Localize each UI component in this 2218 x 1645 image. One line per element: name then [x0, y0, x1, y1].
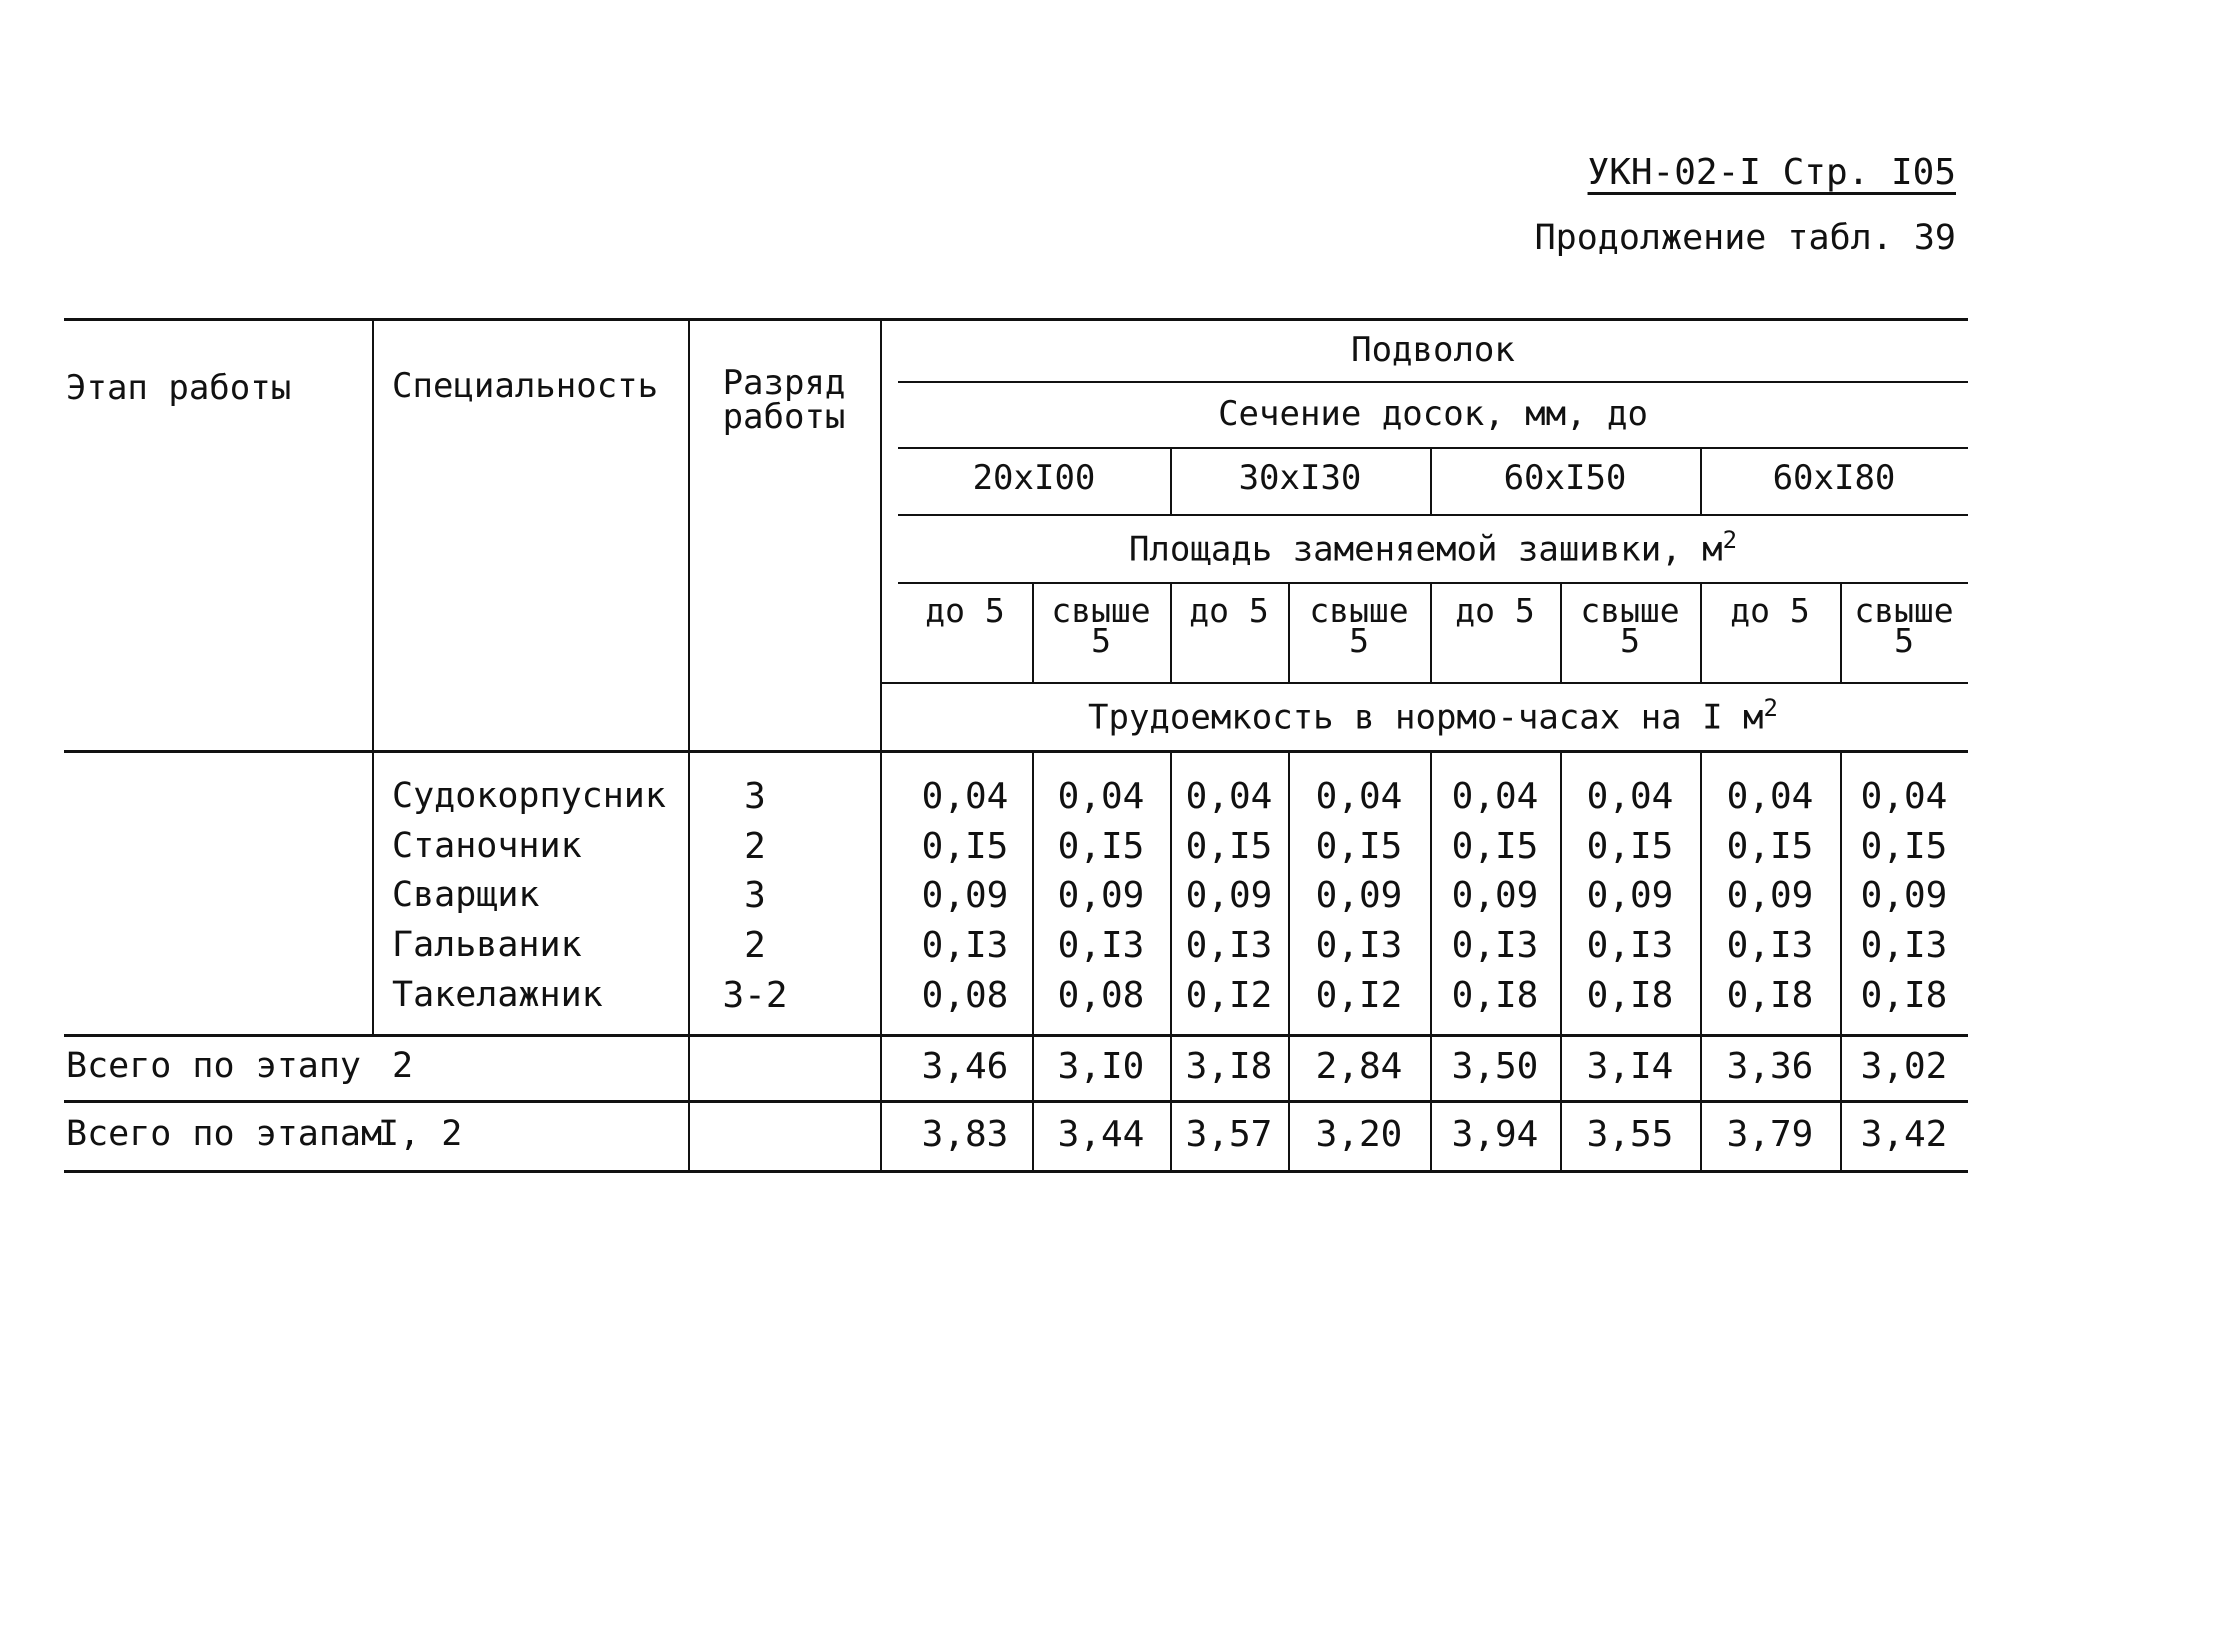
value-cell: 0,I5	[1057, 826, 1145, 867]
specialty-cell: Станочник	[392, 826, 582, 866]
grade-cell: 2	[744, 826, 766, 867]
total-value-cell: 3,02	[1860, 1046, 1948, 1087]
totals-label: Всего по этапу	[66, 1046, 362, 1086]
total-value-cell: 3,44	[1057, 1114, 1145, 1155]
sub-column-header	[1560, 591, 1700, 660]
total-value-cell: 3,57	[1185, 1114, 1273, 1155]
value-cell: 0,I5	[921, 826, 1009, 867]
total-value-cell: 3,94	[1451, 1114, 1539, 1155]
value-cell: 0,I2	[1185, 975, 1273, 1016]
sub-col-line1: свыше	[1580, 591, 1680, 630]
section-size: 60xI50	[1503, 458, 1627, 498]
column-header-grade: Разряд работы	[722, 363, 846, 437]
section-header-board-cross-section: Сечение досок, мм, до	[1218, 394, 1648, 434]
value-cell: 0,I8	[1586, 975, 1674, 1016]
sub-col-line2: 5	[1248, 591, 1269, 630]
sub-col-line1: до	[1189, 591, 1229, 630]
total-value-cell: 3,83	[921, 1114, 1009, 1155]
grade-cell: 3	[744, 875, 766, 916]
sub-column-header	[898, 591, 1032, 630]
value-cell: 0,09	[1057, 875, 1145, 916]
section-size: 20xI00	[972, 458, 1096, 498]
sub-col-line2: 5	[1091, 621, 1111, 660]
value-cell: 0,I5	[1451, 826, 1539, 867]
value-cell: 0,08	[921, 975, 1009, 1016]
value-cell: 0,I5	[1315, 826, 1403, 867]
value-cell: 0,04	[1185, 776, 1273, 817]
sub-column-header	[1700, 591, 1840, 630]
column-header-specialty: Специальность	[392, 366, 659, 406]
value-cell: 0,09	[1315, 875, 1403, 916]
value-cell: 0,04	[921, 776, 1009, 817]
value-cell: 0,04	[1057, 776, 1145, 817]
column-header-stage: Этап работы	[66, 368, 292, 408]
grade-cell: 2	[744, 925, 766, 966]
labor-header-text: Трудоемкость в нормо-часах на I м	[1088, 697, 1764, 738]
total-value-cell: 3,I8	[1185, 1046, 1273, 1087]
sub-col-line1: свыше	[1051, 591, 1151, 630]
value-cell: 0,09	[1451, 875, 1539, 916]
value-cell: 0,I5	[1726, 826, 1814, 867]
value-cell: 0,09	[1185, 875, 1273, 916]
value-cell: 0,04	[1315, 776, 1403, 817]
total-value-cell: 2,84	[1315, 1046, 1403, 1087]
sub-col-line2: 5	[984, 591, 1005, 630]
value-cell: 0,09	[921, 875, 1009, 916]
value-cell: 0,I3	[1726, 925, 1814, 966]
labor-header	[898, 694, 1968, 737]
sub-col-line2: 5	[1620, 621, 1640, 660]
value-cell: 0,I5	[1586, 826, 1674, 867]
sub-col-line2: 5	[1894, 621, 1914, 660]
area-header-superscript: 2	[1722, 526, 1738, 554]
sub-col-line1: свыше	[1854, 591, 1954, 630]
total-value-cell: 3,I0	[1057, 1046, 1145, 1087]
value-cell: 0,I3	[1586, 925, 1674, 966]
total-value-cell: 3,46	[921, 1046, 1009, 1087]
value-cell: 0,04	[1726, 776, 1814, 817]
sub-col-line2: 5	[1349, 621, 1369, 660]
section-size: 60xI80	[1772, 458, 1896, 498]
total-value-cell: 3,42	[1860, 1114, 1948, 1155]
total-value-cell: 3,55	[1586, 1114, 1674, 1155]
totals-stage: I, 2	[378, 1114, 463, 1154]
totals-stage: 2	[392, 1046, 414, 1086]
value-cell: 0,I3	[1860, 925, 1948, 966]
area-header	[898, 526, 1968, 569]
sub-col-line1: до	[925, 591, 965, 630]
sub-column-header	[1840, 591, 1968, 660]
section-size: 30xI30	[1238, 458, 1362, 498]
value-cell: 0,04	[1586, 776, 1674, 817]
totals-label: Всего по этапам	[66, 1114, 383, 1154]
total-value-cell: 3,36	[1726, 1046, 1814, 1087]
document-code: УКН-02-I Стр. I05	[1587, 152, 1956, 193]
value-cell: 0,I3	[1451, 925, 1539, 966]
sub-col-line1: до	[1455, 591, 1495, 630]
sub-column-header	[1288, 591, 1430, 660]
value-cell: 0,08	[1057, 975, 1145, 1016]
value-cell: 0,I8	[1726, 975, 1814, 1016]
sub-col-line2: 5	[1514, 591, 1535, 630]
specialty-cell: Судокорпусник	[392, 776, 666, 816]
specialty-cell: Такелажник	[392, 975, 603, 1015]
value-cell: 0,I3	[1185, 925, 1273, 966]
value-cell: 0,I5	[1860, 826, 1948, 867]
specialty-cell: Гальваник	[392, 925, 582, 965]
value-cell: 0,04	[1860, 776, 1948, 817]
total-value-cell: 3,20	[1315, 1114, 1403, 1155]
grade-cell: 3	[744, 776, 766, 817]
group-header-overhead: Подволок	[1351, 330, 1515, 370]
sub-col-line2: 5	[1789, 591, 1810, 630]
total-value-cell: 3,I4	[1586, 1046, 1674, 1087]
value-cell: 0,I3	[1315, 925, 1403, 966]
area-header-text: Площадь заменяемой зашивки, м	[1128, 529, 1723, 570]
value-cell: 0,I3	[921, 925, 1009, 966]
sub-col-line1: свыше	[1309, 591, 1409, 630]
sub-col-line1: до	[1730, 591, 1770, 630]
value-cell: 0,09	[1860, 875, 1948, 916]
value-cell: 0,09	[1586, 875, 1674, 916]
value-cell: 0,I8	[1860, 975, 1948, 1016]
total-value-cell: 3,50	[1451, 1046, 1539, 1087]
value-cell: 0,I3	[1057, 925, 1145, 966]
value-cell: 0,04	[1451, 776, 1539, 817]
grade-cell: 3-2	[722, 975, 788, 1016]
specialty-cell: Сварщик	[392, 875, 540, 915]
value-cell: 0,09	[1726, 875, 1814, 916]
value-cell: 0,I5	[1185, 826, 1273, 867]
table-continuation-label: Продолжение табл. 39	[1534, 218, 1956, 258]
sub-column-header	[1430, 591, 1560, 630]
value-cell: 0,I2	[1315, 975, 1403, 1016]
total-value-cell: 3,79	[1726, 1114, 1814, 1155]
sub-column-header	[1032, 591, 1170, 660]
sub-column-header	[1170, 591, 1288, 630]
labor-header-superscript: 2	[1763, 694, 1778, 722]
value-cell: 0,I8	[1451, 975, 1539, 1016]
